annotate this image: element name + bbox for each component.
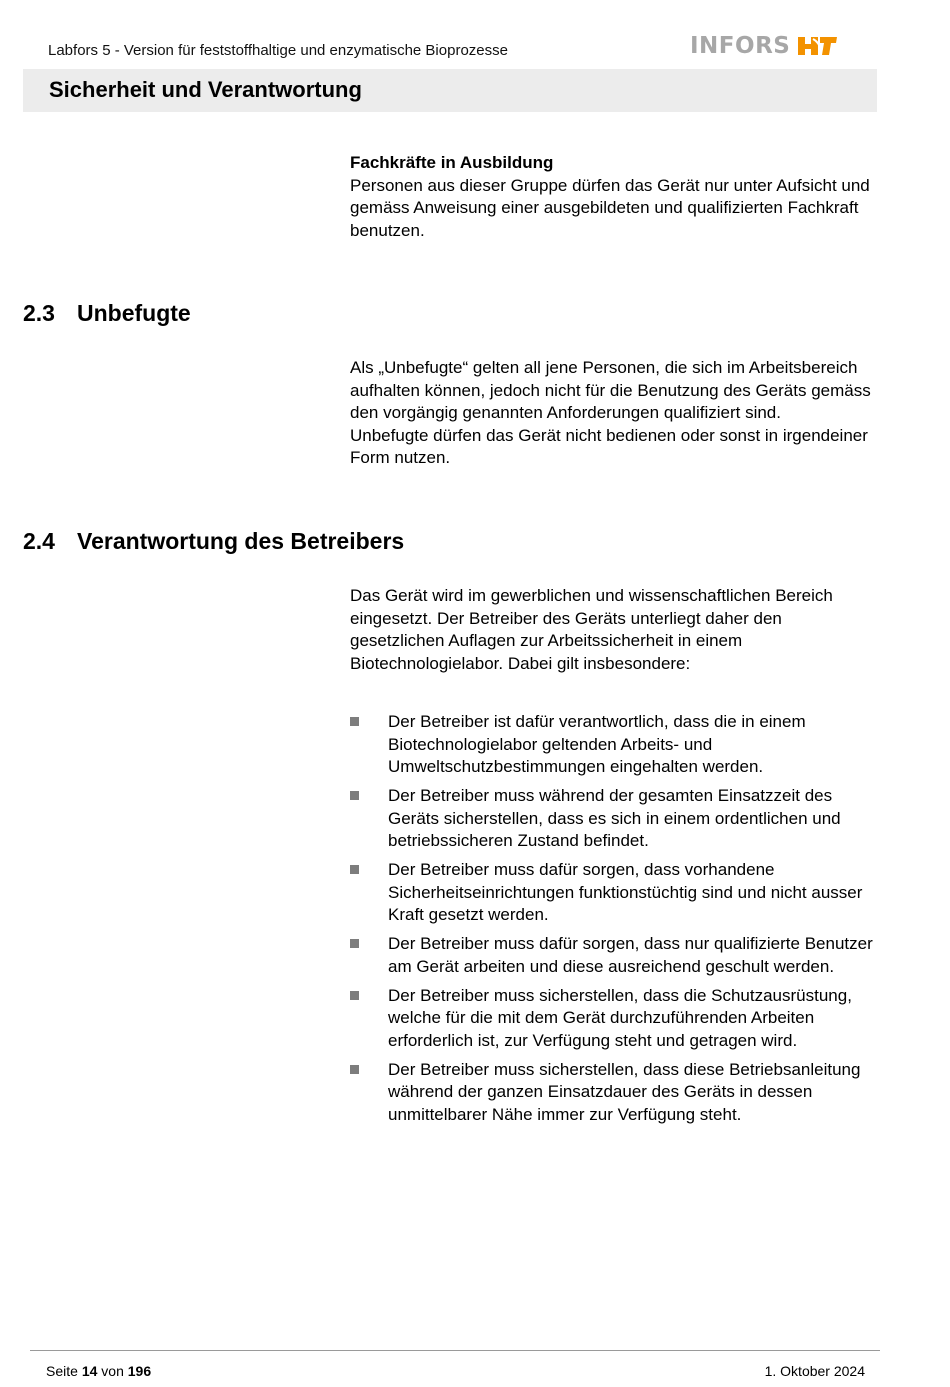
section-heading-2-4 (23, 528, 404, 555)
infors-ht-logo (690, 33, 838, 59)
section-number: 2.4 (23, 528, 55, 554)
page-prefix: Seite (46, 1363, 78, 1379)
bullet-square-icon (350, 791, 359, 800)
bullet-square-icon (350, 1065, 359, 1074)
operator-intro-block (350, 585, 880, 675)
page-separator: von (101, 1363, 124, 1379)
trainees-text: Personen aus dieser Gruppe dürfen das Gerät nur unter Aufsicht und gemäss Anweisung einer ausgebildeten und qualifizierten Fachkraft benutzen. (350, 175, 870, 240)
bullet-square-icon (350, 991, 359, 1000)
list-item-text: Der Betreiber muss dafür sorgen, dass nur qualifizierte Benutzer am Gerät arbeiten und diese ausreichend geschult werden. (388, 934, 873, 976)
bullet-square-icon (350, 717, 359, 726)
section-title: Unbefugte (77, 300, 191, 326)
unauthorized-block (350, 357, 880, 470)
footer-date: 1. Oktober 2024 (764, 1363, 865, 1379)
section-heading-2-3 (23, 300, 191, 327)
list-item (350, 985, 880, 1053)
section-title: Verantwortung des Betreibers (77, 528, 405, 554)
page-total: 196 (127, 1363, 152, 1379)
bullet-square-icon (350, 865, 359, 874)
list-item-text: Der Betreiber muss dafür sorgen, dass vorhandene Sicherheitseinrichtungen funktionstüchtig sind und nicht ausser Kraft gesetzt werden. (388, 860, 863, 924)
paragraph: Unbefugte dürfen das Gerät nicht bedienen oder sonst in irgendeiner Form nutzen. (350, 425, 868, 467)
footer-divider (30, 1350, 880, 1351)
paragraph: Das Gerät wird im gewerblichen und wissenschaftlichen Bereich eingesetzt. Der Betreiber des Geräts unterliegt daher den gesetzlichen Auflagen zur Arbeitssicherheit in einem Biotechnologielabor. Dabei gilt insbesondere: (350, 586, 833, 673)
chapter-header-bar (23, 69, 877, 112)
operator-duties-list (350, 711, 880, 1133)
list-item-text: Der Betreiber muss während der gesamten Einsatzzeit des Geräts sicherstellen, dass es sich in einem ordentlichen und betriebssicheren Zustand befindet. (388, 786, 841, 850)
list-item (350, 933, 880, 978)
document-title: Labfors 5 - Version für feststoffhaltige und enzymatische Bioprozesse (48, 42, 508, 59)
list-item (350, 1059, 880, 1127)
page-current: 14 (81, 1363, 98, 1379)
list-item (350, 859, 880, 927)
section-number: 2.3 (23, 300, 55, 326)
list-item-text: Der Betreiber muss sicherstellen, dass die Schutzausrüstung, welche für die mit dem Gerät durchzuführenden Arbeiten erforderlich ist, zur Verfügung steht und getragen wird. (388, 985, 852, 1050)
chapter-title: Sicherheit und Verantwortung (49, 77, 362, 102)
list-item-text: Der Betreiber ist dafür verantwortlich, dass die in einem Biotechnologielabor geltenden Arbeits- und Umweltschutzbestimmungen eingehalten werden. (388, 712, 806, 776)
list-item (350, 711, 880, 779)
ht-logo-mark-icon (796, 35, 838, 57)
trainees-heading: Fachkräfte in Ausbildung (350, 153, 554, 172)
list-item-text: Der Betreiber muss sicherstellen, dass diese Betriebsanleitung während der ganzen Einsatzdauer des Geräts in dessen unmittelbarer Nähe immer zur Verfügung steht. (388, 1059, 861, 1124)
bullet-square-icon (350, 939, 359, 948)
trainees-block (350, 152, 880, 242)
paragraph: Als „Unbefugte“ gelten all jene Personen, die sich im Arbeitsbereich aufhalten können, jedoch nicht für die Benutzung des Geräts gemäss den vorgängig genannten Anforderungen qualifiziert sind. (350, 358, 871, 422)
page-number (46, 1363, 151, 1379)
logo-text: INFORS (690, 33, 791, 59)
list-item (350, 785, 880, 853)
